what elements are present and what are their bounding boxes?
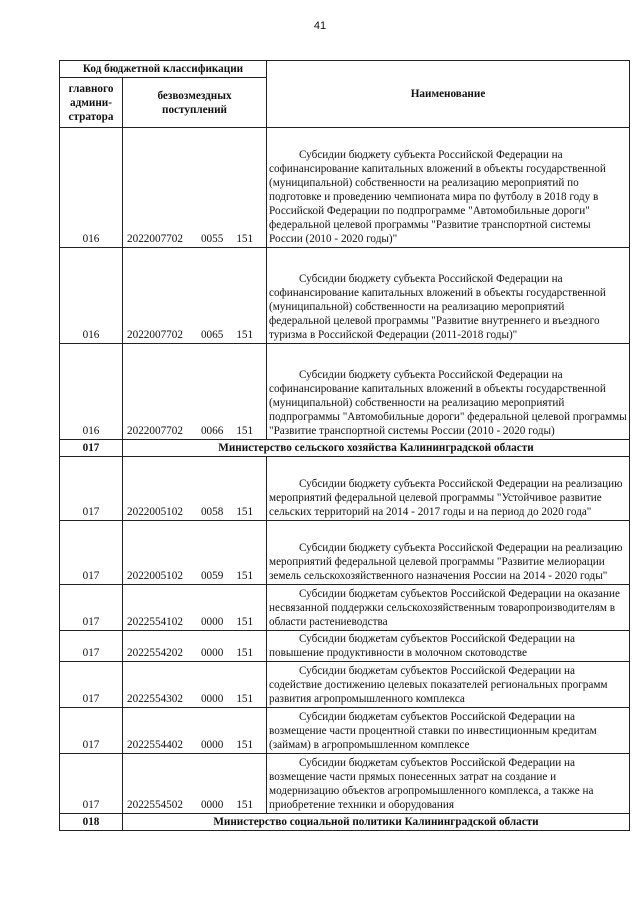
item-name <box>267 585 630 631</box>
admin-code: 017 <box>60 662 123 708</box>
admin-code: 017 <box>60 440 123 457</box>
income-code <box>123 344 267 440</box>
income-code-main: 2022554402 <box>127 739 183 751</box>
income-code <box>123 708 267 754</box>
income-code <box>123 521 267 585</box>
admin-code: 017 <box>60 631 123 662</box>
income-code <box>123 754 267 814</box>
header-name: Наименование <box>267 61 630 128</box>
item-name-text: Субсидии бюджетам субъектов Российской Федерации на возмещение части процентной ставки по инвестиционным кредитам (займам) в агропромышленном комплексе <box>269 711 597 751</box>
income-code-main: 2022554202 <box>127 647 183 659</box>
income-code-kosgu: 151 <box>236 425 254 437</box>
admin-code: 018 <box>60 814 123 831</box>
income-code-main: 2022554502 <box>127 799 183 811</box>
item-name-text: Субсидии бюджету субъекта Российской Федерации на софинансирование капитальных вложений в объекты государственной (муниципальной) собственности на реализацию мероприятий федеральной целевой программы "Развитие внутреннего и въездного туризма в Российской Федерации (2011-2018 годы)" <box>269 273 606 341</box>
table-row <box>60 662 630 708</box>
item-name <box>267 248 630 344</box>
item-name <box>267 457 630 521</box>
table-row <box>60 708 630 754</box>
table-row <box>60 585 630 631</box>
income-code <box>123 585 267 631</box>
item-name <box>267 631 630 662</box>
income-code <box>123 457 267 521</box>
item-name <box>267 662 630 708</box>
income-code-sub: 0065 <box>200 329 224 341</box>
item-name <box>267 344 630 440</box>
item-name-text: Субсидии бюджетам субъектов Российской Федерации на повышение продуктивности в молочном скотоводстве <box>269 633 575 659</box>
income-code <box>123 128 267 248</box>
income-code-kosgu: 151 <box>236 233 254 245</box>
budget-classification-table <box>59 60 630 831</box>
income-code-main: 2022554102 <box>127 616 183 628</box>
income-code-sub: 0055 <box>200 233 224 245</box>
item-name <box>267 708 630 754</box>
item-name-text: Субсидии бюджету субъекта Российской Федерации на реализацию мероприятий федеральной целевой программы "Устойчивое развитие сельских территорий на 2014 - 2017 годы и на период до 2020 года" <box>269 478 623 518</box>
income-code-kosgu: 151 <box>236 693 254 705</box>
item-name-text: Субсидии бюджетам субъектов Российской Федерации на оказание несвязанной поддержки сельскохозяйственным товаропроизводителям в области растениеводства <box>269 588 620 628</box>
income-code-kosgu: 151 <box>236 329 254 341</box>
item-name <box>267 128 630 248</box>
admin-code: 016 <box>60 344 123 440</box>
income-code-main: 2022007702 <box>127 329 183 341</box>
table-row <box>60 248 630 344</box>
income-code-sub: 0000 <box>200 647 224 659</box>
admin-code: 017 <box>60 521 123 585</box>
admin-code: 017 <box>60 754 123 814</box>
ministry-row <box>60 440 630 457</box>
item-name <box>267 754 630 814</box>
table-row <box>60 344 630 440</box>
item-name-text: Субсидии бюджету субъекта Российской Федерации на реализацию мероприятий федеральной целевой программы "Развитие мелиорации земель сельскохозяйственного назначения России на 2014 - 2020 годы" <box>269 542 623 582</box>
admin-code: 017 <box>60 708 123 754</box>
item-name-text: Субсидии бюджету субъекта Российской Федерации на софинансирование капитальных вложений в объекты государственной (муниципальной) собственности на реализацию мероприятий подпрограммы "Автомобильные дороги" федеральной целевой программы "Развитие транспортной системы России (2010 - 2020 годы) <box>269 369 627 437</box>
income-code-sub: 0058 <box>200 506 224 518</box>
table-row <box>60 631 630 662</box>
income-code-sub: 0000 <box>200 616 224 628</box>
income-code-main: 2022005102 <box>127 570 183 582</box>
income-code-main: 2022007702 <box>127 233 183 245</box>
table-body <box>60 128 630 831</box>
ministry-name: Министерство социальной политики Калининградской области <box>123 814 630 831</box>
table-row <box>60 754 630 814</box>
income-code-sub: 0066 <box>200 425 224 437</box>
admin-code: 016 <box>60 248 123 344</box>
income-code-main: 2022005102 <box>127 506 183 518</box>
income-code-kosgu: 151 <box>236 570 254 582</box>
income-code-sub: 0000 <box>200 739 224 751</box>
table-row <box>60 521 630 585</box>
table-row <box>60 457 630 521</box>
income-code-sub: 0059 <box>200 570 224 582</box>
income-code-sub: 0000 <box>200 693 224 705</box>
table-row <box>60 128 630 248</box>
page-number: 41 <box>313 20 327 32</box>
item-name <box>267 521 630 585</box>
item-name-text: Субсидии бюджетам субъектов Российской Федерации на возмещение части прямых понесенных затрат на создание и модернизацию объектов агропромышленного комплекса, а также на приобретение техники и оборудования <box>269 757 594 811</box>
admin-code: 017 <box>60 585 123 631</box>
ministry-name: Министерство сельского хозяйства Калининградской области <box>123 440 630 457</box>
income-code <box>123 248 267 344</box>
income-code-kosgu: 151 <box>236 506 254 518</box>
header-group: Код бюджетной классификации <box>60 61 267 78</box>
income-code-kosgu: 151 <box>236 616 254 628</box>
header-income: безвозмездных поступлений <box>123 78 267 128</box>
income-code-kosgu: 151 <box>236 647 254 659</box>
ministry-row <box>60 814 630 831</box>
income-code-kosgu: 151 <box>236 739 254 751</box>
income-code <box>123 662 267 708</box>
income-code-kosgu: 151 <box>236 799 254 811</box>
income-code-main: 2022554302 <box>127 693 183 705</box>
header-admin: главного админи-стратора <box>60 78 123 128</box>
item-name-text: Субсидии бюджету субъекта Российской Федерации на софинансирование капитальных вложений в объекты государственной (муниципальной) собственности на реализацию мероприятий по подготовке и проведению чемпионата мира по футболу в 2018 году в Российской Федерации по подпрограмме "Автомобильные дороги" федеральной целевой программы "Развитие транспортной системы России (2010 - 2020 годы)" <box>269 149 606 245</box>
income-code-main: 2022007702 <box>127 425 183 437</box>
income-code-sub: 0000 <box>200 799 224 811</box>
income-code <box>123 631 267 662</box>
admin-code: 016 <box>60 128 123 248</box>
admin-code: 017 <box>60 457 123 521</box>
item-name-text: Субсидии бюджетам субъектов Российской Федерации на содействие достижению целевых показателей региональных программ развития агропромышленного комплекса <box>269 665 608 705</box>
